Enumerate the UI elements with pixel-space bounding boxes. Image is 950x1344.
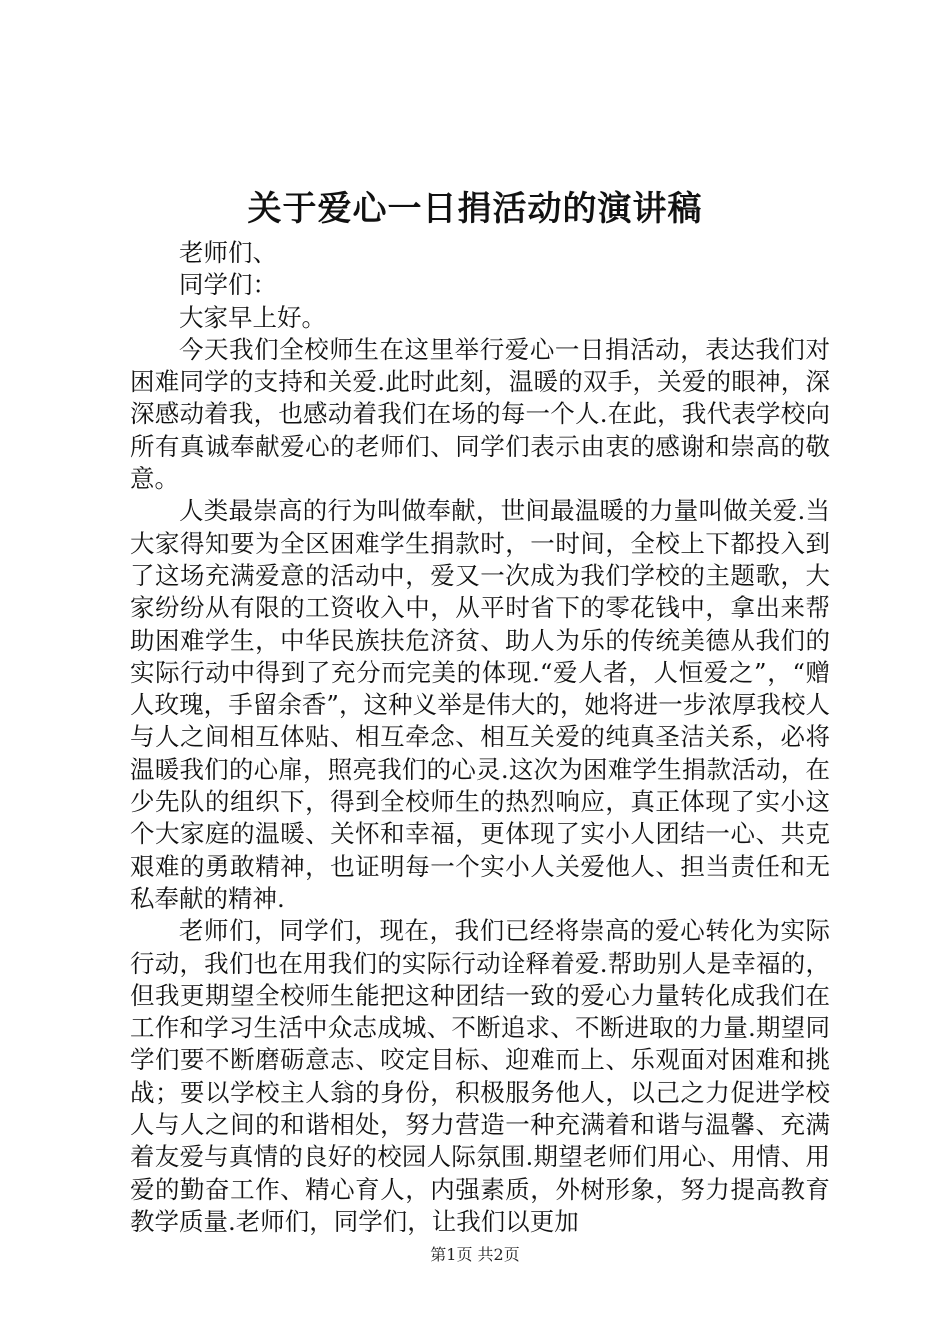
salutation-teachers: 老师们、: [179, 238, 277, 267]
paragraph-3: 老师们，同学们，现在，我们已经将崇高的爱心转化为实际行动，我们也在用我们的实际行动诠释着爱.帮助别人是幸福的，但我更期望全校师生能把这种团结一致的爱心力量转化成我们在工作和学习生活中众志成城、不断追求、不断进取的力量.期望同学们要不断磨砺意志、咬定目标、迎难而上、乐观面对困难和挑战；要以学校主人翁的身份，积极服务他人，以己之力促进学校人与人之间的和谐相处，努力营造一种充满着和谐与温馨、充满着友爱与真情的良好的校园人际氛围.期望老师们用心、用情、用爱的勤奋工作、精心育人，内强素质，外树形象，努力提高教育教学质量.老师们，同学们，让我们以更加: [130, 916, 830, 1236]
salutation-students: 同学们：: [179, 270, 277, 300]
paragraph-2: 人类最崇高的行为叫做奉献，世间最温暖的力量叫做关爱.当大家得知要为全区困难学生捐款时，一时间，全校上下都投入到了这场充满爱意的活动中，爱又一次成为我们学校的主题歌，大家纷纷从有限的工资收入中，从平时省下的零花钱中，拿出来帮助困难学生，中华民族扶危济贫、助人为乐的传统美德从我们的实际行动中得到了充分而完美的体现.“爱人者，人恒爱之”，“赠人玫瑰，手留余香”，这种义举是伟大的，她将进一步浓厚我校人与人之间相互体贴、相互牵念、相互关爱的纯真圣洁关系，必将温暖我们的心扉，照亮我们的心灵.这次为困难学生捐款活动，在少先队的组织下，得到全校师生的热烈响应，真正体现了实小这个大家庭的温暖、关怀和幸福，更体现了实小人团结一心、共克艰难的勇敢精神，也证明每一个实小人关爱他人、担当责任和无私奉献的精神.: [130, 496, 830, 913]
page-footer: 第1页 共2页: [430, 1245, 520, 1264]
document-body: [130, 237, 830, 1238]
greeting: 大家早上好。: [179, 302, 326, 332]
document-title: 关于爱心一日捐活动的演讲稿: [247, 189, 703, 229]
paragraph-1: 今天我们全校师生在这里举行爱心一日捐活动，表达我们对困难同学的支持和关爱.此时此刻，温暖的双手，关爱的眼神，深深感动着我，也感动着我们在场的每一个人.在此，我代表学校向所有真诚奉献爱心的老师们、同学们表示由衷的感谢和崇高的敬意。: [130, 334, 830, 494]
